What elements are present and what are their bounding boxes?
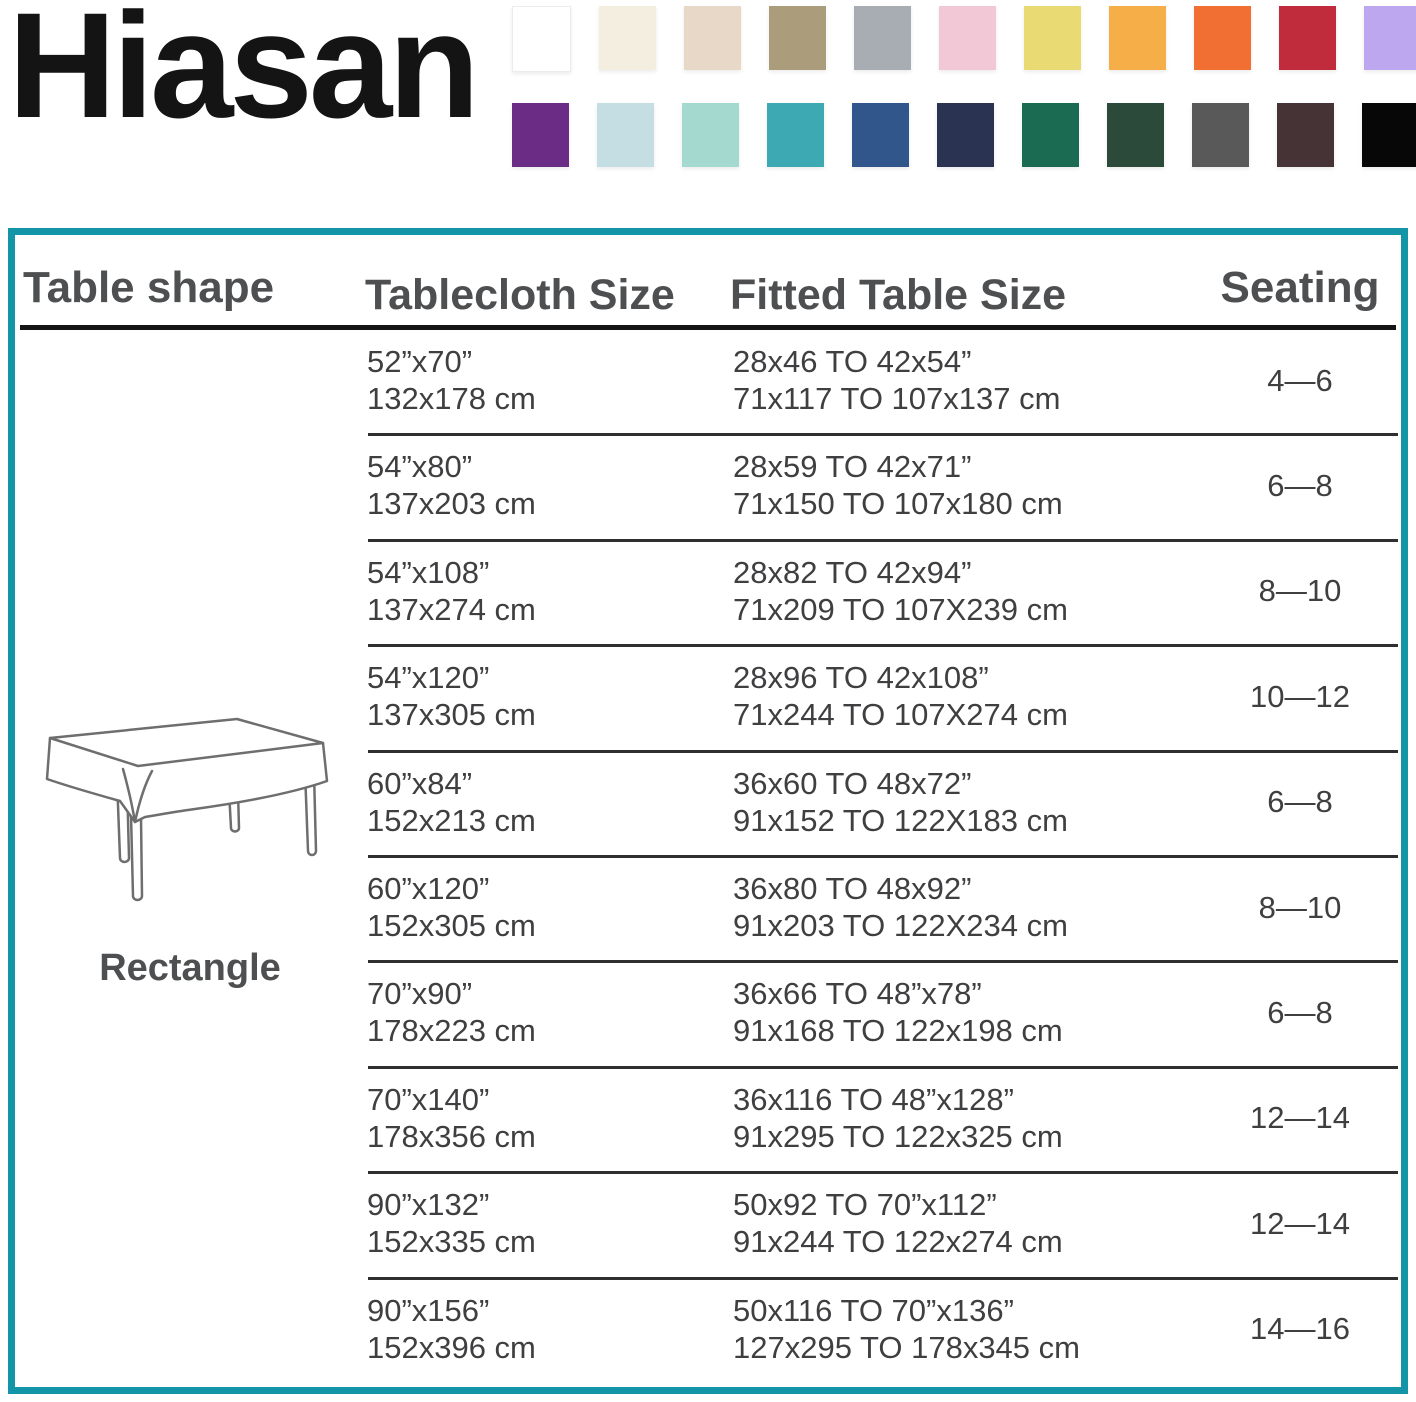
swatch-row-2	[512, 103, 1416, 167]
table-row	[15, 963, 1401, 1068]
fitted-table-size-inches: 36x80 TO 48x92”	[733, 870, 972, 906]
color-swatch-brown[interactable]	[1277, 103, 1334, 167]
size-chart-rows	[15, 331, 1401, 1385]
table-row	[15, 542, 1401, 647]
tablecloth-size-inches: 70”x140”	[367, 1081, 490, 1117]
table-row	[15, 1069, 1401, 1174]
color-swatch-teal[interactable]	[767, 103, 824, 167]
color-swatch-red[interactable]	[1279, 6, 1336, 70]
fitted-table-size-inches: 28x59 TO 42x71”	[733, 449, 972, 485]
table-row	[15, 647, 1401, 752]
table-row	[15, 331, 1401, 436]
column-header-table-shape: Table shape	[23, 263, 275, 312]
table-row	[15, 436, 1401, 541]
seating-range: 12—14	[1250, 1206, 1350, 1242]
fitted-table-size-cm: 127x295 TO 178x345 cm	[733, 1329, 1080, 1365]
fitted-table-size-cm: 71x209 TO 107X239 cm	[733, 591, 1068, 627]
seating-range: 10—12	[1250, 679, 1350, 715]
seating-range: 4—6	[1267, 362, 1333, 398]
tablecloth-size-inches: 90”x132”	[367, 1187, 490, 1223]
fitted-table-size-cm: 71x117 TO 107x137 cm	[733, 381, 1061, 416]
color-swatch-pink[interactable]	[939, 6, 996, 70]
fitted-table-size-cm: 91x244 TO 122x274 cm	[733, 1224, 1063, 1260]
tablecloth-size-inches: 52”x70”	[367, 344, 473, 379]
tablecloth-size-cm: 152x213 cm	[367, 802, 536, 838]
color-swatch-dark-gray[interactable]	[1192, 103, 1249, 167]
color-swatch-white[interactable]	[512, 6, 571, 72]
fitted-table-size-cm: 91x295 TO 122x325 cm	[733, 1118, 1063, 1154]
tablecloth-size-cm: 132x178 cm	[367, 381, 536, 416]
fitted-table-size-inches: 28x96 TO 42x108”	[733, 660, 989, 696]
fitted-table-size-inches: 28x46 TO 42x54”	[733, 344, 972, 379]
seating-range: 6—8	[1267, 995, 1333, 1031]
tablecloth-size-inches: 90”x156”	[367, 1292, 490, 1328]
tablecloth-size-cm: 178x356 cm	[367, 1118, 536, 1154]
tablecloth-size-cm: 152x305 cm	[367, 907, 536, 943]
brand-logo: Hiasan	[8, 0, 476, 149]
color-swatch-forest-green[interactable]	[1107, 103, 1164, 167]
color-swatch-khaki[interactable]	[769, 6, 826, 70]
color-swatch-ivory[interactable]	[599, 6, 656, 70]
tablecloth-size-inches: 54”x120”	[367, 660, 490, 696]
swatch-row-1	[512, 6, 1416, 70]
fitted-table-size-cm: 91x168 TO 122x198 cm	[733, 1013, 1063, 1049]
tablecloth-size-cm: 137x305 cm	[367, 697, 536, 733]
tablecloth-size-cm: 137x203 cm	[367, 486, 536, 522]
color-swatch-beige[interactable]	[684, 6, 741, 70]
color-swatch-gray[interactable]	[854, 6, 911, 70]
fitted-table-size-inches: 36x116 TO 48”x128”	[733, 1081, 1014, 1117]
color-swatch-grid	[512, 6, 1416, 200]
seating-range: 8—10	[1258, 889, 1342, 925]
column-header-seating: Seating	[1220, 263, 1380, 312]
fitted-table-size-inches: 36x60 TO 48x72”	[733, 765, 972, 801]
fitted-table-size-cm: 91x152 TO 122X183 cm	[733, 802, 1068, 838]
table-row	[15, 1280, 1401, 1385]
header-divider	[20, 325, 1396, 330]
tablecloth-size-cm: 152x396 cm	[367, 1329, 536, 1365]
color-swatch-orange[interactable]	[1194, 6, 1251, 70]
color-swatch-aqua[interactable]	[682, 103, 739, 167]
seating-range: 8—10	[1258, 573, 1342, 609]
tablecloth-size-cm: 178x223 cm	[367, 1013, 536, 1049]
column-header-fitted-table-size: Fitted Table Size	[730, 271, 1067, 319]
tablecloth-size-inches: 60”x120”	[367, 870, 490, 906]
color-swatch-lavender[interactable]	[1364, 6, 1416, 70]
shape-label: Rectangle	[99, 947, 281, 989]
fitted-table-size-cm: 71x244 TO 107X274 cm	[733, 697, 1068, 733]
fitted-table-size-inches: 50x92 TO 70”x112”	[733, 1187, 997, 1223]
table-row	[15, 753, 1401, 858]
seating-range: 6—8	[1267, 468, 1333, 504]
fitted-table-size-inches: 36x66 TO 48”x78”	[733, 976, 982, 1012]
fitted-table-size-cm: 71x150 TO 107x180 cm	[733, 486, 1063, 522]
color-swatch-purple[interactable]	[512, 103, 569, 167]
column-header-tablecloth-size: Tablecloth Size	[365, 271, 675, 319]
tablecloth-size-cm: 152x335 cm	[367, 1224, 536, 1260]
fitted-table-size-inches: 28x82 TO 42x94”	[733, 554, 972, 590]
tablecloth-size-cm: 137x274 cm	[367, 591, 536, 627]
fitted-table-size-cm: 91x203 TO 122X234 cm	[733, 907, 1068, 943]
tablecloth-size-inches: 60”x84”	[367, 765, 473, 801]
seating-range: 14—16	[1250, 1311, 1350, 1347]
table-row	[15, 858, 1401, 963]
color-swatch-gold[interactable]	[1109, 6, 1166, 70]
tablecloth-size-inches: 54”x108”	[367, 554, 490, 590]
size-chart	[8, 228, 1408, 1394]
color-swatch-navy[interactable]	[937, 103, 994, 167]
seating-range: 12—14	[1250, 1100, 1350, 1136]
color-swatch-black[interactable]	[1362, 103, 1416, 167]
color-swatch-yellow[interactable]	[1024, 6, 1081, 70]
table-row	[15, 1174, 1401, 1279]
color-swatch-light-blue[interactable]	[597, 103, 654, 167]
fitted-table-size-inches: 50x116 TO 70”x136”	[733, 1292, 1014, 1328]
seating-range: 6—8	[1267, 784, 1333, 820]
color-swatch-green[interactable]	[1022, 103, 1079, 167]
tablecloth-size-inches: 70”x90”	[367, 976, 473, 1012]
color-swatch-steel-blue[interactable]	[852, 103, 909, 167]
tablecloth-size-inches: 54”x80”	[367, 449, 473, 485]
